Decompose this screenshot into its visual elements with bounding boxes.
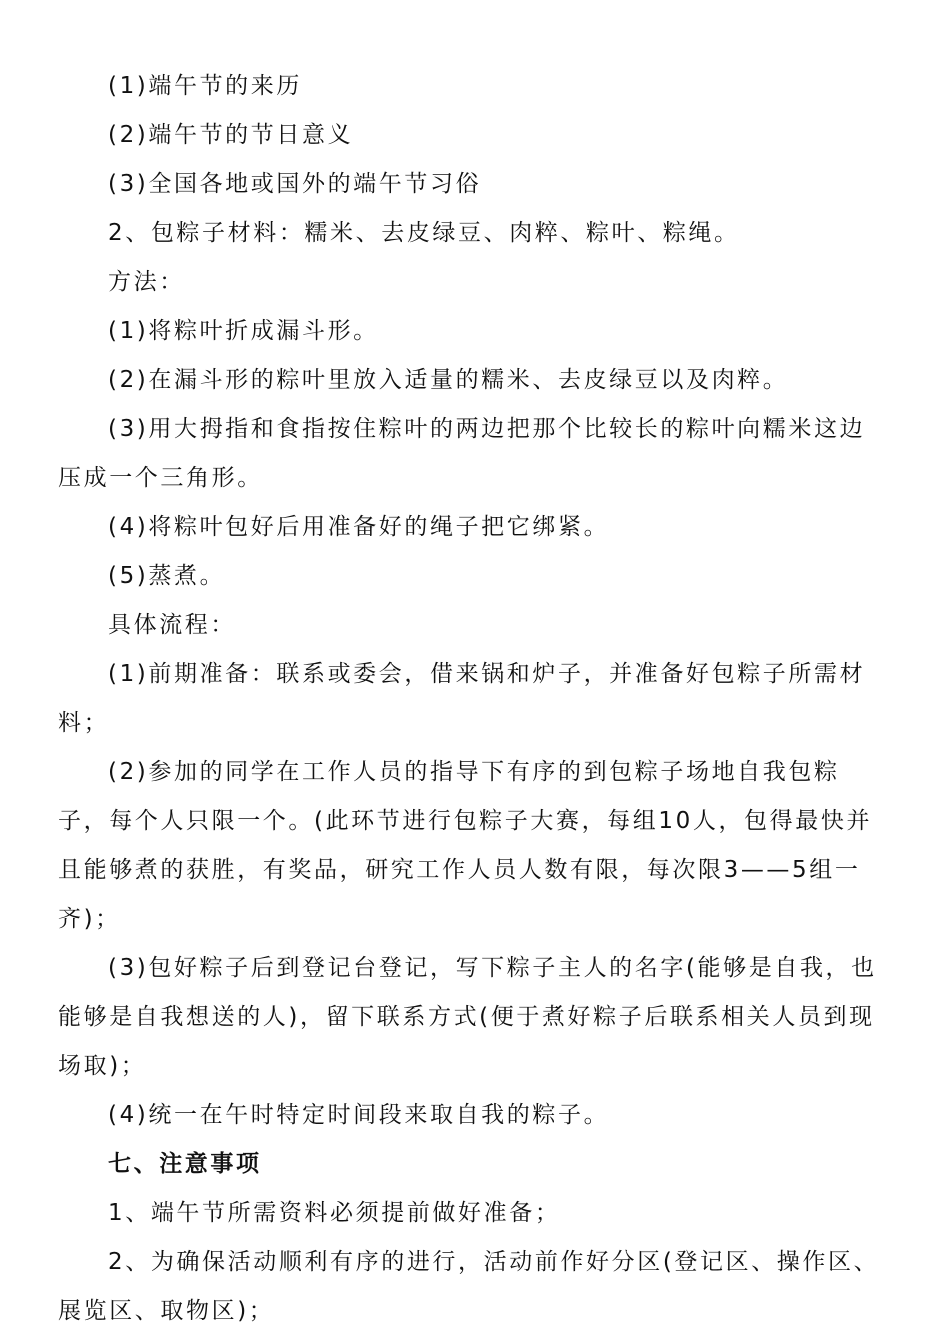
section-item-origin: (1)端午节的来历 xyxy=(108,73,302,99)
notes-item-1: 1、端午节所需资料必须提前做好准备； xyxy=(108,1200,561,1226)
process-step-3: (3)包好粽子后到登记台登记，写下粽子主人的名字(能够是自我，也能够是自我想送的人)，留下联系方式(便于煮好粽子后联系相关人员到现场取)； xyxy=(58,955,877,1079)
method-step-1: (1)将粽叶折成漏斗形。 xyxy=(108,318,379,344)
section-heading-notes: 七、注意事项 xyxy=(108,1151,262,1177)
section-item-customs: (3)全国各地或国外的端午节习俗 xyxy=(108,171,482,197)
notes-item-2: 2、为确保活动顺利有序的进行，活动前作好分区(登记区、操作区、展览区、取物区)； xyxy=(58,1249,880,1324)
method-step-5: (5)蒸煮。 xyxy=(108,563,226,589)
method-step-2: (2)在漏斗形的粽叶里放入适量的糯米、去皮绿豆以及肉粹。 xyxy=(108,367,789,393)
method-step-4: (4)将粽叶包好后用准备好的绳子把它绑紧。 xyxy=(108,514,610,540)
process-label: 具体流程： xyxy=(108,612,236,638)
section-item-meaning: (2)端午节的节日意义 xyxy=(108,122,354,148)
process-step-2: (2)参加的同学在工作人员的指导下有序的到包粽子场地自我包粽子，每个人只限一个。(此环节进行包粽子大赛，每组10人，包得最快并且能够煮的获胜，有奖品，研究工作人员人数有限，每次限3——5组一齐)； xyxy=(58,759,873,932)
method-step-3: (3)用大拇指和食指按住粽叶的两边把那个比较长的粽叶向糯米这边压成一个三角形。 xyxy=(58,416,866,491)
materials-paragraph: 2、包粽子材料：糯米、去皮绿豆、肉粹、粽叶、粽绳。 xyxy=(108,220,740,246)
process-step-1: (1)前期准备：联系或委会，借来锅和炉子，并准备好包粽子所需材料； xyxy=(58,661,866,736)
process-step-4: (4)统一在午时特定时间段来取自我的粽子。 xyxy=(108,1102,610,1128)
method-label: 方法： xyxy=(108,269,185,295)
